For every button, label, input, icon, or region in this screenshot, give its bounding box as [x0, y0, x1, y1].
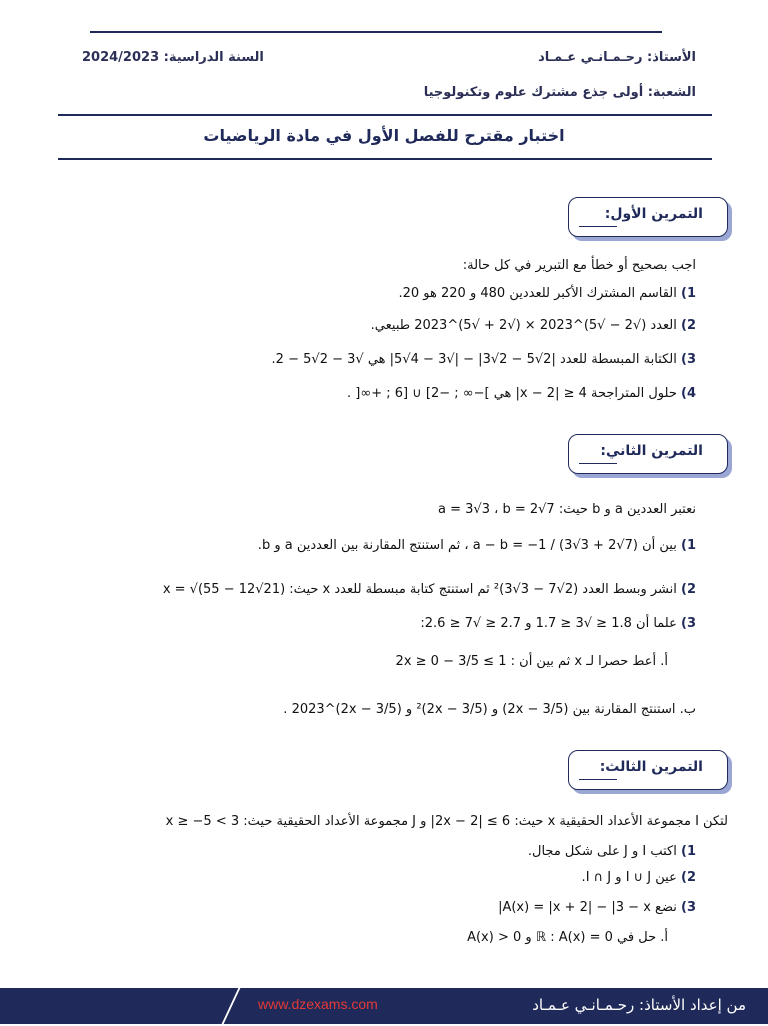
exercise-1-label-box — [568, 197, 728, 237]
label-underline — [579, 779, 617, 780]
ex1-item-2: 2) العدد (√2 − √5)^2023 × (√2 + √5)^2023 طبيعي. — [370, 318, 696, 333]
exercise-2-label: التمرين الثاني: — [600, 443, 703, 459]
site-link[interactable]: www.dzexams.com — [258, 996, 378, 1012]
ex1-item-4: 4) حلول المتراجحة 4 ≤ |2 − x| هي ]−∞ ; −2] ∪ [6 ; +∞[ . — [347, 386, 696, 401]
exam-title: اختبار مقترح للفصل الأول في مادة الرياضيات — [203, 126, 565, 145]
ex1-intro: اجب بصحيح أو خطأ مع التبرير في كل حالة: — [462, 258, 696, 273]
ex3-intro: لتكن I مجموعة الأعداد الحقيقية x حيث: 6 ≥ |2x − 2| و J مجموعة الأعداد الحقيقية حيث: 3 > x ≥ −5 — [165, 814, 728, 829]
ex2-item-2: 2) انشر وبسط العدد (2√7 − 3√3)² ثم استنتج كتابة مبسطة للعدد x حيث: x = √(55 − 12√21) — [162, 582, 696, 597]
ex3-item-3: 3) نضع A(x) = |x + 2| − |3 − x| — [498, 900, 696, 915]
footer-author: من إعداد الأستاذ: رحـمـانـي عـمـاد — [532, 996, 746, 1014]
ex2-item-3: 3) علما أن 1.8 ≤ √3 ≤ 1.7 و 2.7 ≤ √7 ≤ 2.6: — [420, 616, 696, 631]
ex3-item-2: 2) عين I ∪ J و I ∩ J. — [581, 870, 696, 885]
ex2-sub-b: ب. استنتج المقارنة بين (3/5 − 2x) و (3/5 − 2x)² و (3/5 − 2x)^2023 . — [283, 702, 696, 717]
footer-bar — [0, 988, 768, 1024]
exercise-3-label: التمرين الثالث: — [599, 759, 703, 775]
ex2-sub-a: أ. أعط حصرا لـ x ثم بين أن : 1 ≥ 3/5 − 2x ≥ 0 — [395, 654, 668, 669]
title-top-rule — [58, 114, 712, 116]
title-bottom-rule — [58, 158, 712, 160]
exercise-1-label: التمرين الأول: — [604, 206, 703, 222]
label-underline — [579, 463, 617, 464]
ex3-sub-a: أ. حل في ℝ : A(x) = 0 و A(x) > 0 — [467, 930, 668, 945]
footer-divider — [221, 986, 242, 1026]
ex3-item-1: 1) اكتب I و J على شكل مجال. — [527, 844, 696, 859]
ex1-item-3: 3) الكتابة المبسطة للعدد |2√5 − 2√3| − |√3 − 4√5| هي √3 − 2√5 − 2. — [271, 352, 696, 367]
teacher-name: الأستاذ: رحـمـانـي عـمـاد — [538, 50, 696, 65]
ex2-intro: نعتبر العددين a و b حيث: a = 3√3 ، b = 2√7 — [438, 502, 696, 517]
exercise-2-label-box — [568, 434, 728, 474]
label-underline — [579, 226, 617, 227]
top-rule — [90, 31, 662, 33]
exercise-3-label-box — [568, 750, 728, 790]
branch: الشعبة: أولى جذع مشترك علوم وتكنولوجيا — [423, 85, 696, 100]
ex2-item-1: 1) بين أن a − b = −1 / (3√3 + 2√7) ، ثم استنتج المقارنة بين العددين a و b. — [257, 538, 696, 553]
school-year: السنة الدراسية: 2024/2023 — [82, 50, 264, 65]
ex1-item-1: 1) القاسم المشترك الأكبر للعددين 480 و 220 هو 20. — [398, 286, 696, 301]
